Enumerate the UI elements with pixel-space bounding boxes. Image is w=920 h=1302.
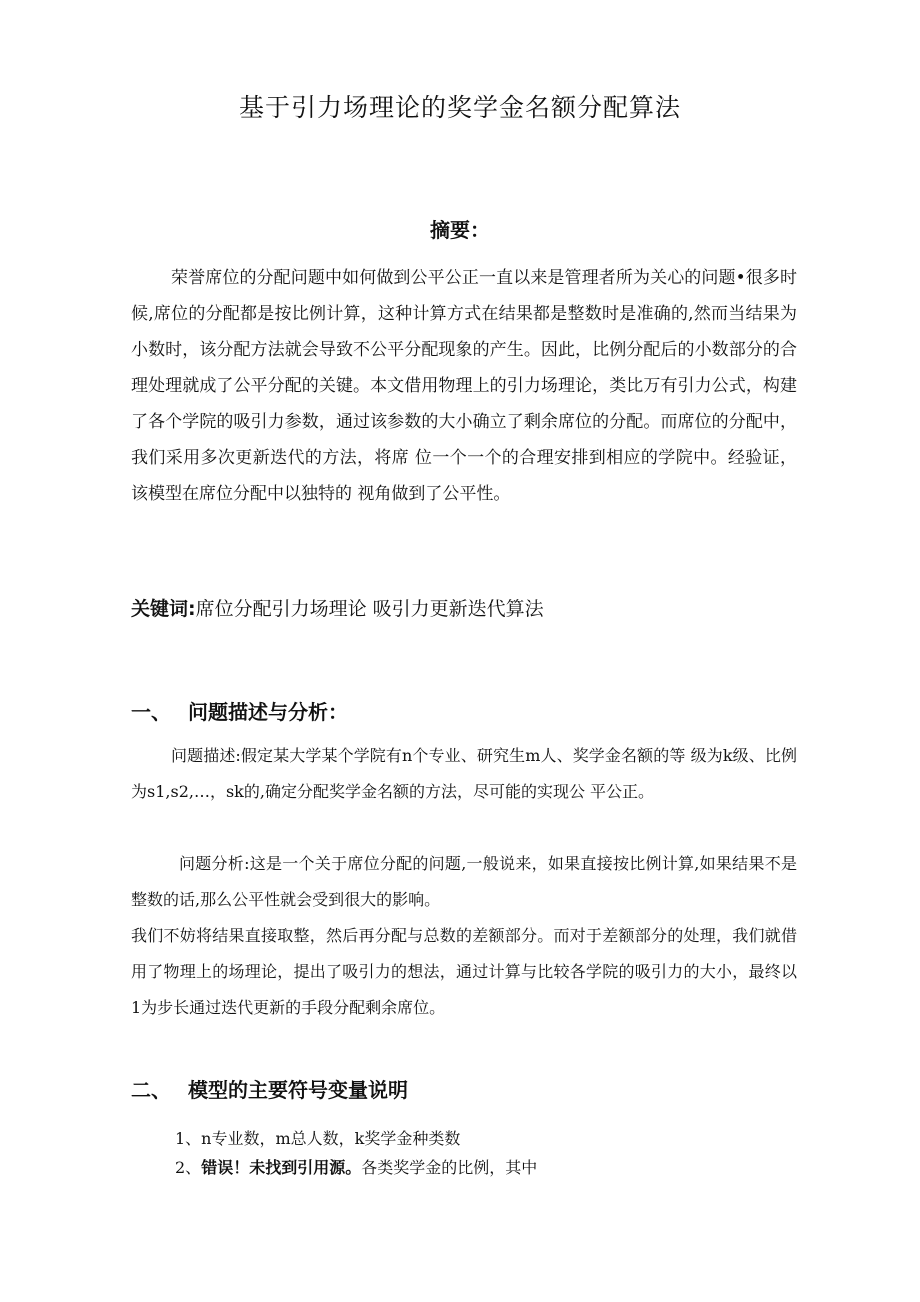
- problem-analysis-continued: 我们不妨将结果直接取整，然后再分配与总数的差额部分。而对于差额部分的处理，我们就借用了物理上的场理论，提出了吸引力的想法，通过计算与比较各学院的吸引力的大小，最终以1为步长通过迭代更新的手段分配剩余席位。: [131, 926, 797, 1017]
- problem-analysis: 问题分析:这是一个关于席位分配的问题,一般说来，如果直接按比例计算,如果结果不是整数的话,那么公平性就会受到很大的影响。: [131, 854, 797, 909]
- reference-error-text: 错误！未找到引用源。: [201, 1158, 362, 1177]
- section-1-title: 问题描述与分析：: [188, 700, 348, 724]
- keywords-label: 关键词:: [131, 598, 196, 620]
- section-2-heading: [131, 1074, 408, 1103]
- symbol-list-item-2: [175, 1155, 537, 1178]
- abstract-heading: 摘要：: [430, 218, 490, 242]
- keywords-line: [131, 594, 811, 621]
- section-2-number: 二、: [131, 1078, 171, 1102]
- abstract-body: 荣誉席位的分配问题中如何做到公平公正一直以来是管理者所为关心的问题•很多时候,席位的分配都是按比例计算，这种计算方式在结果都是整数时是准确的,然而当结果为小数时，该分配方法就会导致不公平分配现象的产生。因此，比例分配后的小数部分的合理处理就成了公平分配的关键。本文借用物理上的引力场理论，类比万有引力公式，构建了各个学院的吸引力参数，通过该参数的大小确立了剩余席位的分配。而席位的分配中，我们采用多次更新迭代的方法，将席 位一个一个的合理安排到相应的学院中。经验证，该模型在席位分配中以独特的 视角做到了公平性。: [131, 268, 797, 504]
- section-2-title: 模型的主要符号变量说明: [188, 1078, 408, 1102]
- section-1-number: 一、: [131, 700, 171, 724]
- symbol-list-item-1: 1、n专业数，m总人数，k奖学金种类数: [175, 1129, 461, 1148]
- symbol-list-item-2-number: 2、: [175, 1158, 202, 1177]
- problem-description: 问题描述:假定某大学某个学院有n个专业、研究生m人、奖学金名额的等 级为k级、比例为s1,s2,…，sk的,确定分配奖学金名额的方法，尽可能的实现公 平公正。: [131, 746, 797, 801]
- document-title: 基于引力场理论的奖学金名额分配算法: [238, 93, 681, 122]
- symbol-list-item-2-text: 各类奖学金的比例，其中: [361, 1158, 538, 1177]
- section-1-heading: [131, 696, 348, 725]
- keywords-text: 席位分配引力场理论 吸引力更新迭代算法: [195, 598, 544, 620]
